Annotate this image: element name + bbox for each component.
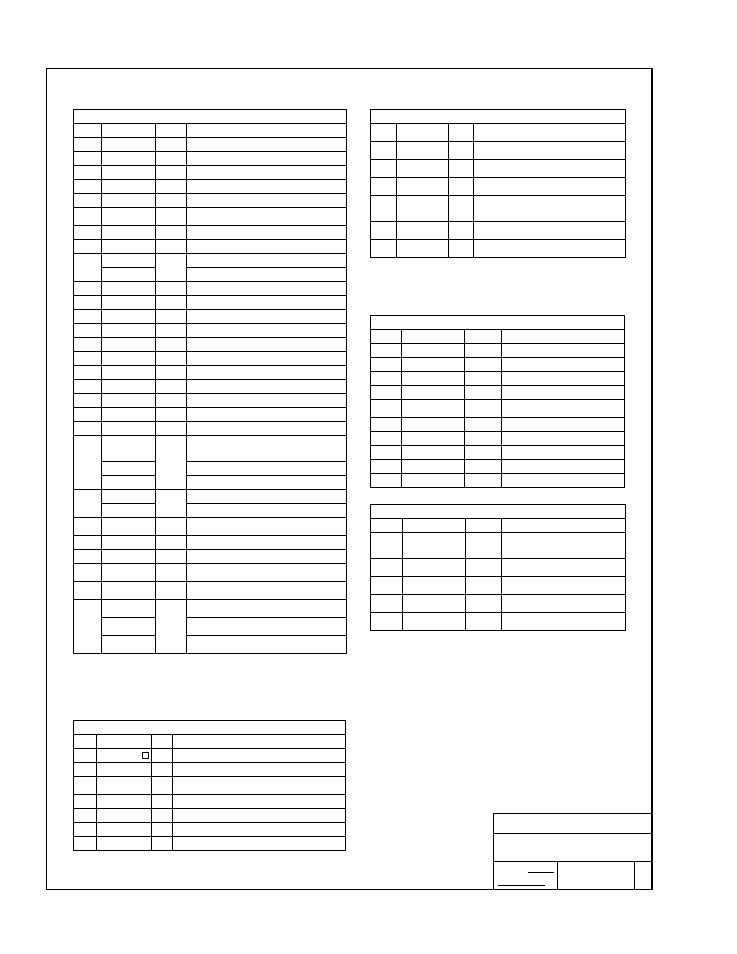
table-row — [371, 577, 626, 595]
table-row — [74, 504, 347, 518]
table-row — [371, 446, 625, 460]
table-row — [74, 282, 347, 296]
signature-line — [498, 885, 545, 886]
table-row — [74, 749, 346, 763]
table-row — [74, 550, 347, 564]
table-row — [74, 338, 347, 352]
table-title-row — [371, 110, 626, 124]
table-row — [74, 408, 347, 422]
table-title-row — [74, 721, 346, 735]
table-row — [74, 422, 347, 436]
table-row — [74, 795, 346, 809]
table-row — [74, 240, 347, 254]
table-row — [74, 366, 347, 380]
table-row — [371, 533, 626, 559]
table-row — [371, 372, 625, 386]
table-title-row — [371, 316, 625, 330]
table-row — [74, 777, 346, 795]
table-row — [371, 196, 626, 222]
left-main-table — [73, 109, 347, 654]
table-row — [74, 138, 347, 152]
table-row — [74, 837, 346, 851]
title-block-divider — [494, 833, 652, 834]
table-row — [74, 380, 347, 394]
title-block-divider — [494, 861, 652, 862]
table-row — [74, 208, 347, 226]
table-row — [371, 559, 626, 577]
title-block-divider — [634, 861, 635, 890]
table-row — [74, 735, 346, 749]
table-row — [74, 636, 347, 654]
table-row — [74, 763, 346, 777]
right-middle-table — [370, 315, 625, 488]
table-row — [74, 462, 347, 476]
table-row — [74, 226, 347, 240]
table-row — [74, 536, 347, 550]
table-row — [371, 474, 625, 488]
table-row — [74, 124, 347, 138]
title-block-divider — [557, 861, 558, 890]
table-row — [371, 240, 626, 258]
right-bottom-table — [370, 504, 626, 631]
table-row — [371, 358, 625, 372]
table-row — [74, 618, 347, 636]
table-row — [74, 152, 347, 166]
table-title-row — [371, 505, 626, 519]
table-row — [74, 582, 347, 600]
table-row — [74, 296, 347, 310]
table-row — [371, 178, 626, 196]
table-row — [74, 564, 347, 582]
table-row — [74, 394, 347, 408]
table-row — [371, 160, 626, 178]
table-row — [74, 254, 347, 268]
table-row — [74, 809, 346, 823]
table-row — [371, 432, 625, 446]
table-row — [371, 386, 625, 400]
table-row — [371, 418, 625, 432]
table-row — [74, 310, 347, 324]
table-row — [74, 490, 347, 504]
table-row — [74, 166, 347, 180]
table-row — [74, 324, 347, 338]
table-row — [371, 460, 625, 474]
table-row — [371, 400, 625, 418]
table-row — [74, 600, 347, 618]
table-row — [371, 124, 626, 142]
table-row — [74, 194, 347, 208]
table-row — [371, 595, 626, 613]
table-row — [74, 436, 347, 462]
table-row — [74, 268, 347, 282]
table-row — [371, 519, 626, 533]
table-title-row — [74, 110, 347, 124]
table-row — [74, 352, 347, 366]
table-row — [371, 142, 626, 160]
signature-line — [528, 872, 554, 873]
table-row — [74, 518, 347, 536]
table-row — [74, 180, 347, 194]
left-bottom-table — [73, 720, 346, 851]
right-top-table — [370, 109, 626, 258]
table-row — [371, 344, 625, 358]
checkbox[interactable] — [142, 752, 149, 759]
table-row — [371, 330, 625, 344]
table-row — [74, 476, 347, 490]
table-row — [371, 613, 626, 631]
title-block — [493, 813, 653, 890]
table-row — [371, 222, 626, 240]
table-row — [74, 823, 346, 837]
